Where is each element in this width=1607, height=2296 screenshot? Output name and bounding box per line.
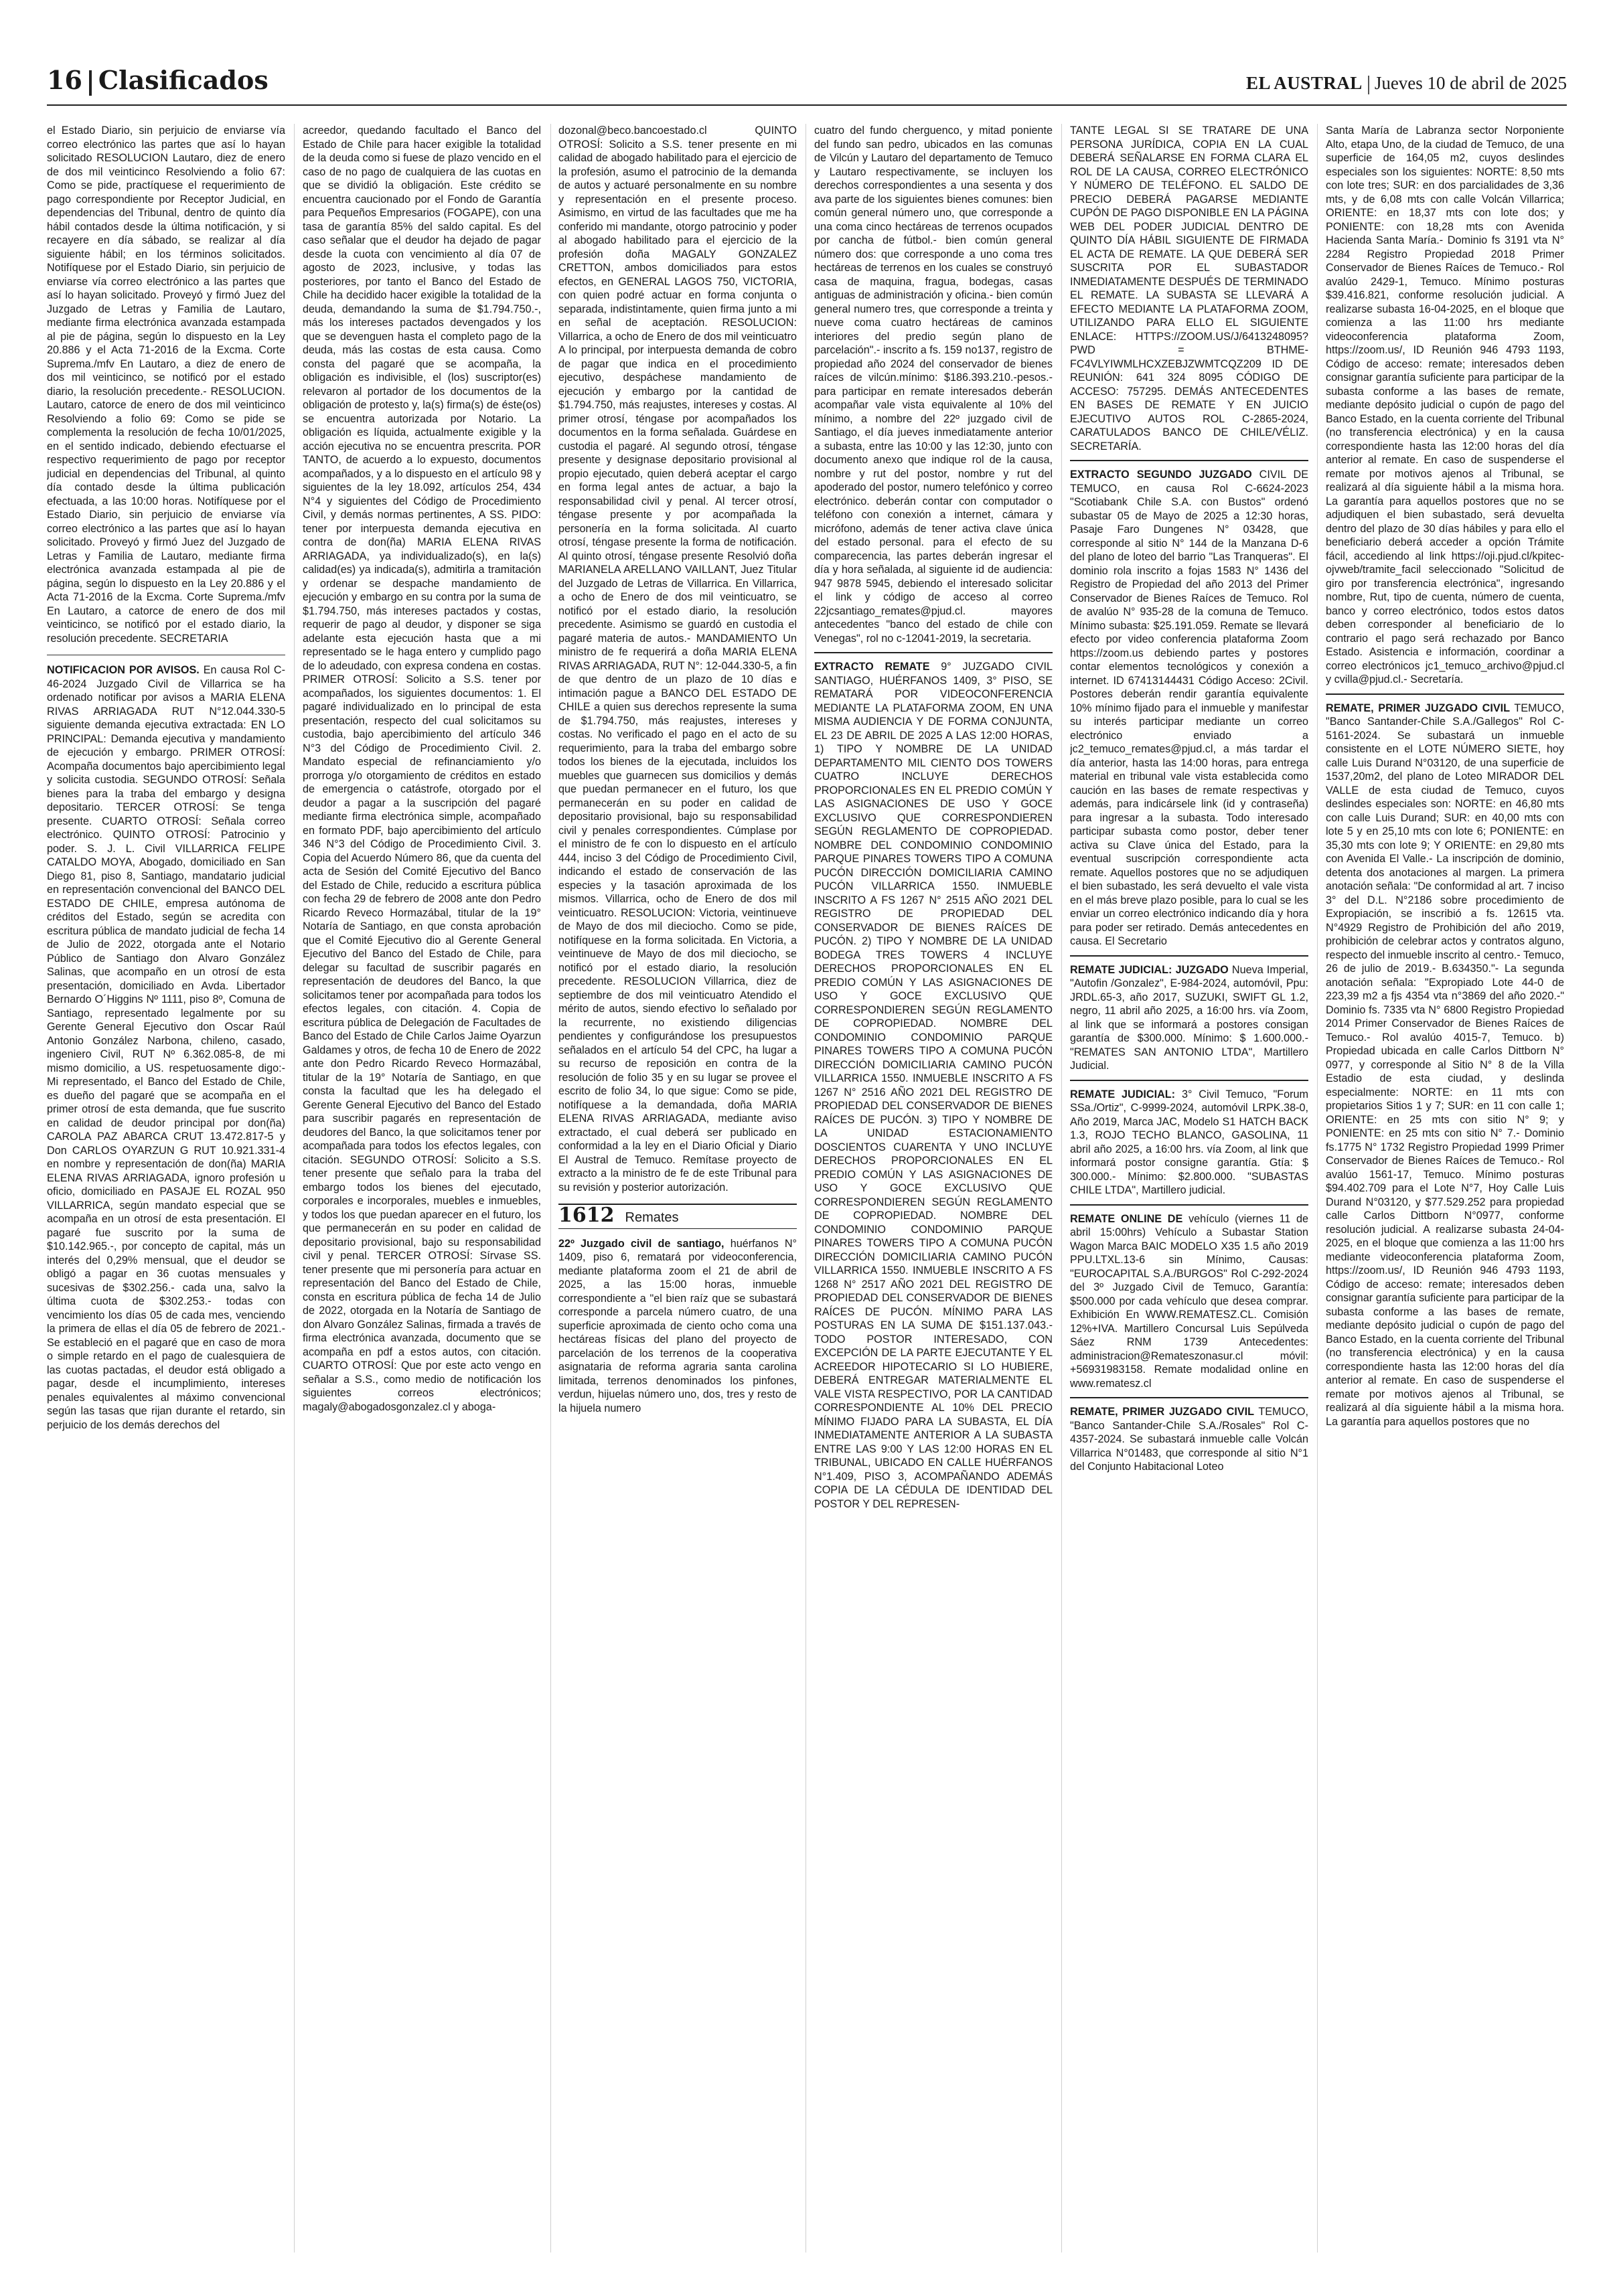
notice-divider bbox=[1070, 1080, 1308, 1081]
section-code: 1612 bbox=[558, 1204, 615, 1227]
column-3 bbox=[558, 124, 797, 2252]
notice-title: REMATE, PRIMER JUZGADO CIVIL bbox=[1070, 1406, 1255, 1418]
notice bbox=[1070, 1088, 1308, 1198]
notice-text: TEMUCO, "Banco Santander-Chile S.A./Rosales" Rol C-4357-2024. Se subastará inmueble calle Volcán Villarrica N°01483, que corresponde al sitio N°1 del Conjunto Habitacional Loteo bbox=[1070, 1406, 1308, 1473]
notice bbox=[558, 1237, 797, 1416]
column-divider bbox=[294, 124, 295, 2252]
notice-title: 22º Juzgado civil de santiago, bbox=[558, 1237, 724, 1250]
section-title: Clasificados bbox=[98, 65, 269, 95]
page-number: 16 bbox=[47, 65, 82, 95]
notice-divider bbox=[1070, 1204, 1308, 1206]
notice-text: 9° JUZGADO CIVIL SANTIAGO, HUÉRFANOS 1409, 3° PISO, SE REMATARÁ POR VIDEOCONFERENCIA MEDIANTE LA PLATAFORMA ZOOM, EN UNA MISMA AUDIENCIA Y DE FORMA CONJUNTA, EL 23 DE ABRIL DE 2025 A LAS 12:00 HORAS, 1) TIPO Y NOMBRE DE LA UNIDAD DEPARTAMENTO MIL CIENTO DOS TOWERS CUATRO INCLUYE DERECHOS PROPORCIONALES EN EL PREDIO COMÚN Y LAS ASIGNACIONES DE USO Y GOCE EXCLUSIVO QUE CORRESPONDIEREN SEGÚN REGLAMENTO DE COPROPIEDAD. NOMBRE DEL CONDOMINIO CONDOMINIO PARQUE PINARES TOWERS TIPO A COMUNA PUCÓN DIRECCIÓN DOMICILIARIA CAMINO PUCÓN VILLARRICA 1550. INMUEBLE INSCRITO A FS 1267 N° 2515 AÑO 2021 DEL REGISTRO DE PROPIEDAD DEL CONSERVADOR DE BIENES RAÍCES DE PUCÓN. 2) TIPO Y NOMBRE DE LA UNIDAD BODEGA TRES TOWERS 4 INCLUYE DERECHOS PROPORCIONALES EN EL PREDIO COMÚN Y LAS ASIGNACIONES DE USO Y GOCE EXCLUSIVO QUE CORRESPONDIEREN SEGÚN REGLAMENTO DE COPROPIEDAD. NOMBRE DEL CONDOMINIO CONDOMINIO PARQUE PINARES TOWERS TIPO A COMUNA PUCÓN DIRECCIÓN DOMICILIARIA CAMINO PUCÓN VILLARRICA 1550. INMUEBLE INSCRITO A FS 1267 N° 2516 AÑO 2021 DEL REGISTRO DE PROPIEDAD DEL CONSERVADOR DE BIENES RAÍCES DE PUCÓN. 3) TIPO Y NOMBRE DE LA UNIDAD ESTACIONAMIENTO DOSCIENTOS CUARENTA Y UNO INCLUYE DERECHOS PROPORCIONALES EN EL PREDIO COMÚN Y LAS ASIGNACIONES DE USO Y GOCE EXCLUSIVO QUE CORRESPONDIEREN SEGÚN REGLAMENTO DE COPROPIEDAD. NOMBRE DEL CONDOMINIO CONDOMINIO PARQUE PINARES TOWERS TIPO A COMUNA PUCÓN DIRECCIÓN DOMICILIARIA CAMINO PUCÓN VILLARRICA 1550. INMUEBLE INSCRITO A FS 1268 N° 2517 AÑO 2021 DEL REGISTRO DE PROPIEDAD DEL CONSERVADOR DE BIENES RAÍCES DE PUCÓN. MÍNIMO PARA LAS POSTURAS EN LA SUMA DE $151.137.043.- TODO POSTOR INTERESADO, CON EXCEPCIÓN DE LA PARTE EJECUTANTE Y EL ACREEDOR HIPOTECARIO SI LO HUBIERE, DEBERÁ ENTREGAR MATERIALMENTE EL VALE VISTA RESPECTIVO, POR LA CANTIDAD CORRESPONDIENTE AL 10% DEL PRECIO MÍNIMO FIJADO PARA LA SUBASTA, EL DÍA INMEDIATAMENTE ANTERIOR A LA SUBASTA ENTRE LAS 9:00 Y LAS 12:00 HORAS EN EL TRIBUNAL, UBICADO EN CALLE HUÉRFANOS N°1.409, PISO 3, ACOMPAÑANDO ADEMÁS COPIA DE LA CÉDULA DE IDENTIDAD DEL POSTOR Y DEL REPRESEN- bbox=[814, 661, 1053, 1510]
section-box-remates bbox=[558, 1204, 797, 1229]
notice bbox=[1070, 468, 1308, 949]
notice bbox=[1070, 1212, 1308, 1391]
notice bbox=[814, 660, 1053, 1511]
notice-text: acreedor, quedando facultado el Banco del Estado de Chile para hacer exigible la totalidad de la deuda como si fuese de plazo vencido en el caso de no pago de cualquiera de las cuotas en que se dividió la obligación. Este crédito se encuentra caucionado por el Fondo de Garantía para Pequeños Empresarios (FOGAPE), con una tasa de garantía 85% del saldo capital. Es del caso señalar que el deudor ha dejado de pagar desde la cuota con vencimiento al día 07 de agosto de 2023, inclusive, y todas las posteriores, por tanto el Banco del Estado de Chile ha decidido hacer exigible la totalidad de la deuda, demandando la suma de $1.794.750.-, más los intereses pactados devengados y los que se devenguen hasta el completo pago de la deuda, más las costas de esta causa. Como consta del pagaré que se acompaña, la obligación es indivisible, el (los) suscriptor(es) relevaron al portador de los documentos de la obligación de protesto y, la(s) firma(s) de éste(os) se encuentra autorizada por Notario. La obligación es líquida, actualmente exigible y la acción ejecutiva no se encuentra prescrita. POR TANTO, de acuerdo a lo expuesto, documentos acompañados, y a lo dispuesto en el artículo 98 y siguientes de la ley 18.092, artículos 254, 434 N°4 y siguientes del Código de Procedimiento Civil, y demás normas pertinentes, A SS. PIDO: tener por interpuesta demanda ejecutiva en contra de don(ña) MARIA ELENA RIVAS ARRIAGADA, ya individualizado(s), en la(s) calidad(es) ya indicada(s), admitirla a tramitación y ordenar se despache mandamiento de ejecución y embargo en su contra por la suma de $1.794.750, más intereses pactados y costas, requerir de pago al deudor, y disponer se siga adelante esta ejecución hasta que a mi representado se le haga entero y cumplido pago de lo adeudado, con expresa condena en costas. PRIMER OTROSÍ: Solicito a S.S. tener por acompañados, los siguientes documentos: 1. El pagaré individualizado en lo principal de esta presentación, respecto del cual solicitamos su custodia, bajo apercibimiento del artículo 346 N°3 del Código de Procedimiento Civil. 2. Mandato especial de refinanciamiento y/o prorroga y/o otorgamiento de créditos en estado de emergencia o catástrofe, otorgado por el deudor a pagar a la suscripción del pagaré mediante firma electrónica simple, acompañado en formato PDF, bajo apercibimiento del artículo 346 N°3 del Código de Procedimiento Civil. 3. Copia del Acuerdo Número 86, que da cuenta del acta de Sesión del Comité Ejecutivo del Banco del Estado de Chile, reducido a escritura pública con fecha 29 de febrero de 2008 ante don Pedro Ricardo Reveco Hormazábal, titular de la 19° Notaría de Santiago, en que consta aprobación que el Comité Ejecutivo dio al Gerente General Ejecutivo del Banco del Estado de Chile, para delegar su facultad de suscribir pagarés en representación de deudores del Banco, la que solicitamos tener por acompañada para todos los efectos legales, con citación. 4. Copia de escritura pública de Delegación de Facultades de Banco del Estado de Chile Carlos Jaime Oyarzun Galdames y otros, de fecha 10 de Enero de 2022 ante don Pedro Ricardo Reveco Hormazábal, titular de la 19° Notaría de Santiago, en que consta la facultad que les ha delegado el Gerente General Ejecutivo del Banco del Estado para suscribir pagarés en representación de deudores del Banco, la que solicitamos tener por acompañada para todos los efectos legales, con citación. SEGUNDO OTROSÍ: Solicito a S.S. tener presente que señalo para la traba del embargo todos los bienes del ejecutado, corporales e incorporales, muebles e inmuebles, y todos los que puedan aparecer en el futuro, los que permanecerán en su poder en calidad de depositario provisional, bajo su responsabilidad civil y penal. TERCER OTROSÍ: Sírvase SS. tener presente que mi personería para actuar en representación del Banco del Estado de Chile, consta en escritura pública de fecha 14 de Julio de 2022, otorgada en la Notaría de Santiago de don Alvaro González Salinas, firmada a través de firma electrónica avanzada, documento que se acompaña en pdf a estos autos, con citación. CUARTO OTROSÍ: Que por este acto vengo en señalar a S.S., como medio de notificación los siguientes correos electrónicos; magaly@abogadosgonzalez.cl y aboga- bbox=[303, 125, 541, 1413]
column-5 bbox=[1070, 124, 1308, 2252]
column-2 bbox=[303, 124, 541, 2252]
notice-divider bbox=[1326, 693, 1564, 695]
column-divider bbox=[1317, 124, 1318, 2252]
notice bbox=[1070, 963, 1308, 1073]
page-header bbox=[47, 62, 1567, 106]
notice-text: cuatro del fundo cherguenco, y mitad poniente del fundo san pedro, ubicados en las comunas de Vilcún y Lautaro del departamento de Temuco y Lautaro respectivamente, se incluyen los derechos correspondientes a una sesenta y dos ava parte de los siguientes bienes comunes: bien común general número uno, que corresponde a una coma cinco hectáreas de terrenos ocupados por cancha de fútbol.- bien común general número dos: que corresponde a uno coma tres hectáreas de terrenos en los cuales se construyó casa de maquina, fragua, bodegas, casas antiguas de administración y oficina.- bien común general numero tres, que corresponde a treinta y nueve coma cuatro hectáreas de caminos interiores del predio según plano de parcelación".- inscrito a fs. 159 no137, registro de propiedad año 2024 del conservador de bienes raíces de vilcún.mínimo: $186.393.210.-pesos.- para participar en remate interesados deberán acompañar vale vista equivalente al 10% del mínimo, a nombre del 22º juzgado civil de Santiago, el día jueves inmediatamente anterior a subasta, entre las 10:00 y las 12:30, junto con documento anexo que indique rol de la causa, nombre y rut del postor, nombre y rut del apoderado del postor, numero telefónico y correo electrónico. deberán contar con computador o teléfono con conexión a internet, cámara y micrófono, además de tener activa clave única del estado personal. para el efecto de su comparecencia, las partes deberán ingresar el día y hora señalada, al siguiente id de audiencia: 947 9878 5945, debiendo el interesado solicitar el link y código de acceso al correo 22jcsantiago_remates@pjud.cl. mayores antecedentes "banco del estado de chile con Venegas", rol no c-12041-2019, la secretaria. bbox=[814, 125, 1053, 645]
notice-text: TEMUCO, "Banco Santander-Chile S.A./Gallegos" Rol C-5161-2024. Se subastará un inmueble consistente en el LOTE NÚMERO SIETE, hoy calle Luis Durand N°03120, de una superficie de 1537,20m2, del plano de Loteo MIRADOR DEL VALLE de esta ciudad de Temuco, cuyos deslindes especiales son: NORTE: en 46,80 mts con calle Luis Durand; SUR: en 40,00 mts con lote 5 y en 25,10 mts con lote 6; PONIENTE: en 35,30 mts con lote 9; Y ORIENTE: en 29,80 mts con Avenida El Valle.- La inscripción de dominio, detenta dos anotaciones al margen. La primera anotación señala: "De conformidad al art. 7 inciso 3° del D.L. N°2186 sobre procedimiento de Expropiación, se inscribió a fs. 12615 vta. N°4929 Registro de Prohibición del año 2019, prohibición de celebrar actos y contratos alguno, respecto del inmueble inscrito al centro.- Temuco, 26 de julio de 2019.- B.634350."- La segunda anotación señala: "Expropiado Lote 44-0 de 223,39 m2 a fjs 4354 vta n°3869 del año 2020.-" Dominio fs. 7335 vta N° 6800 Registro Propiedad 2014 Primer Conservador de Bienes Raíces de Temuco.- Rol avalúo 4015-7, Temuco. b) Propiedad ubicada en calle Carlos Dittborn N° 0977, y corresponde al Sitio N° 8 de la Villa Estadio de esta ciudad, y deslinda especialmente: NORTE: en 11 mts con propietarios Sitios 1 y 7; SUR: en 11 con calle 1; ORIENTE: en 25 mts con sitio N° 9; y PONIENTE: en 25 mts con sitio N° 7.- Dominio fs.1775 N° 1732 Registro Propiedad 1999 Primer Conservador de Bienes Raíces de Temuco.- Rol avalúo 1561-17, Temuco. Mínimo posturas $94.402.709 para el Lote N°7, Hoy Calle Luis Durand N°03120, y $77.529.252 para propiedad calle Carlos Dittborn N°0977, conforme resolución judicial. A realizarse subasta 24-04-2025, en el bloque que comienza a las 11:00 hrs mediante videoconferencia plataforma Zoom, https://zoom.us/, ID Reunión 946 4793 1193, Código de acceso: remate; interesados deben consignar garantía suficiente para participar de la subasta conforme a las bases de remate, mediante depósito judicial o cupón de pago del Banco Estado, en la cuenta corriente del Tribunal (no transferencia electrónica) y en la causa correspondiente hasta las 12:00 horas del día anterior al remate. En caso de suspenderse el remate por motivos ajenos al Tribunal, se realizará al día siguiente hábil a la misma hora. La garantía para aquellos postores que no bbox=[1326, 702, 1564, 1428]
column-divider bbox=[1061, 124, 1062, 2252]
notice-text: el Estado Diario, sin perjuicio de enviarse vía correo electrónico las partes que así lo hayan solicitado RESOLUCION Lautaro, diez de enero de dos mil veinticinco Resolviendo a folio 67: Como se pide, practíquese el requerimiento de pago correspondiente por Receptor Judicial, en dependencias del Tribunal, dentro de quinto día hábil contados desde la última notificación, y si recayere en día sábado, se realizar al día siguiente hábil; en los términos solicitados. Notifíquese por el Estado Diario, sin perjuicio de enviarse vía correo electrónico a las partes que así lo hayan solicitado. Proveyó y firmó Juez del Juzgado de Letras y Familia de Lautaro, mediante firma electrónica avanzada estampada al pie de página, según lo dispuesto en la Ley 20.886 y el Acta 71-2016 de la Excma. Corte Suprema./mfv En Lautaro, a diez de enero de dos mil veinticinco, se notificó por el estado diario, la resolución precedente.- RESOLUCION. Lautaro, catorce de enero de dos mil veinticinco Resolviendo a folio 69: Como se pide se complementa la resolución de fecha 10/01/2025, en el sentido indicado, debiendo efectuarse el respectivo requerimiento de pago por receptor judicial en dependencias del Tribunal, al quinto día contado desde la última publicación efectuada, a las 10:00 horas. Notifíquese por el Estado Diario, sin perjuicio de enviarse vía correo electrónico a las partes que así lo hayan solicitado. Proveyó y firmó Juez del Juzgado de Letras y Familia de Lautaro, mediante firma electrónica avanzada estampada al pie de página, según lo dispuesto en la Ley 20.886 y el Acta 71-2016 de la Excma. Corte Suprema./mfv En Lautaro, a catorce de enero de dos mil veinticinco, se notificó por el estado diario, la resolución precedente. SECRETARIA bbox=[47, 125, 285, 645]
publication-date: Jueves 10 de abril de 2025 bbox=[1374, 73, 1567, 93]
notice-text: CIVIL DE TEMUCO, en causa Rol C-6624-2023 "Scotiabank Chile S.A. con Bustos" ordenó subastar 05 de Mayo de 2025 a 12:30 horas, Pasaje Faro Dungenes N° 03428, que corresponde al sitio N° 144 de la Manzana D-6 del plano de loteo del barrio "Las Tranqueras". El dominio rola inscrito a fojas 1583 N° 1436 del Registro de Propiedad del año 2013 del Primer Conservador de Bienes Raíces de Temuco. Rol de avalúo N° 935-28 de la comuna de Temuco. Mínimo subasta: $25.191.059. Remate se llevará efecto por video conferencia plataforma Zoom https://zoom.us debiendo partes y postores contar elementos tecnológicos y conexión a internet. ID 67413144431 Código Acceso: 2Civil. Postores deberán rendir garantía equivalente 10% mínimo fijado para el inmueble y manifestar su interés participar mediante un correo electrónico enviado a jc2_temuco_remates@pjud.cl, a más tardar el día anterior, hasta las 14:00 horas, para entrega material en tribunal vale vista establecida como caución en las bases de remate respectivas y además, para indicársele link (id y contraseña) para ingresar a la subasta. Todo interesado participar subasta como postor, deber tener activa su Clave única del Estado, para la eventual suscripción correspondiente acta remate. Aquellos postores que no se adjudiquen el bien subastado, les será devuelto el vale vista en el más breve plazo posible, para lo cual se les enviar un correo electrónico indicando día y hora para poder ser retirado. Demás antecedentes en causa. El Secretario bbox=[1070, 469, 1308, 947]
notice-title: NOTIFICACION POR AVISOS. bbox=[47, 664, 200, 676]
notice-title: REMATE JUDICIAL: bbox=[1070, 1088, 1176, 1100]
notice bbox=[1326, 702, 1564, 1429]
notice-text: Santa María de Labranza sector Norponiente Alto, etapa Uno, de la ciudad de Temuco, de una superficie de 164,05 m2, cuyos deslindes especiales son los siguientes: NORTE: 8,50 mts con lote tres; SUR: en dos parcialidades de 3,36 mts, y de 6,08 mts con calle Volcán Villarrica; ORIENTE: en 18,37 mts con lote dos; y PONIENTE: con 18,28 mts con Avenida Hacienda Santa María.- Dominio fs 3191 vta N° 2284 Registro Propiedad 2018 Primer Conservador de Bienes Raíces de Temuco.- Rol avalúo 2429-1, Temuco. Mínimo posturas $39.416.821, conforme resolución judicial. A realizarse subasta 16-04-2025, en el bloque que comienza a las 11:00 hrs mediante videoconferencia plataforma Zoom, https://zoom.us/, ID Reunión 946 4793 1193, Código de acceso: remate; interesados deben consignar garantía suficiente para participar de la subasta conforme a las bases de remate, mediante depósito judicial o cupón de pago del Banco Estado, en la cuenta corriente del Tribunal (no transferencia electrónica) y en la causa correspondiente hasta las 12:00 horas del día anterior al remate. En caso de suspenderse el remate por motivos ajenos al Tribunal, se realizará al día siguiente hábil a la misma hora. La garantía para aquellos postores que no se adjudiquen el bien subastado, será devuelta dentro del plazo de 30 días hábiles y para ello el beneficiario deberá acceder a opción Trámite fácil, accediendo al link https://oji.pjud.cl/kpitec-ojvweb/tramite_facil seleccionado "Solicitud de giro por transferencia electrónica", ingresando nombre, Rut, tipo de cuenta, número de cuenta, banco y correo electrónico, todos estos datos deben corresponder al beneficiario de lo contrario el pago será rechazado por Banco Estado. Asistencia e información, coordinar a correo electrónicos jc1_temuco_archivo@pjud.cl y cvilla@pjud.cl.- Secretaría. bbox=[1326, 125, 1564, 685]
header-left bbox=[47, 62, 269, 99]
notice-divider bbox=[1070, 955, 1308, 957]
column-1 bbox=[47, 124, 285, 2252]
notice bbox=[1070, 1405, 1308, 1474]
notice-title: EXTRACTO REMATE bbox=[814, 661, 930, 673]
notice-divider bbox=[1070, 1397, 1308, 1398]
notice-text: TANTE LEGAL SI SE TRATARE DE UNA PERSONA JURÍDICA, COPIA EN LA CUAL DEBERÁ SEÑALARSE EN FORMA CLARA EL ROL DE LA CAUSA, CORREO ELECTRÓNICO Y NÚMERO DE TELÉFONO. EL SALDO DE PRECIO DEBERÁ PAGARSE MEDIANTE CUPÓN DE PAGO DISPONIBLE EN LA PÁGINA WEB DEL PODER JUDICIAL DENTRO DE QUINTO DÍA HÁBIL SIGUIENTE DE FIRMADA EL ACTA DE REMATE. LA QUE DEBERÁ SER SUSCRITA POR EL SUBASTADOR INMEDIATAMENTE DESPUÉS DE TERMINADO EL REMATE. LA SUBASTA SE LLEVARÁ A EFECTO MEDIANTE LA PLATAFORMA ZOOM, UTILIZANDO PARA ELLO EL SIGUIENTE ENLACE: HTTPS://ZOOM.US/J/6413248095?PWD = BTHME-FC4VLYIWMLHCXZEBJZWMTCQZ209 ID DE REUNIÓN: 641 324 8095 CÓDIGO DE ACCESO: 757295. DEMÁS ANTECEDENTES EN BASES DE REMATE Y EN JUICIO EJECUTIVO AUTOS ROL C-2865-2024, CARATULADOS BANCO DE CHILE/VÉLIZ. SECRETARÍA. bbox=[1070, 125, 1308, 453]
notice-title: REMATE, PRIMER JUZGADO CIVIL bbox=[1326, 702, 1511, 714]
notice-divider bbox=[814, 652, 1053, 653]
header-right bbox=[1246, 68, 1567, 98]
notice-text: vehículo (viernes 11 de abril 15:00hrs) Vehículo a Subastar Station Wagon Marca BAIC MODELO X35 1.5 año 2019 PPU.LTXL.13-6 sin Mínimo, Causas: "EUROCAPITAL S.A./BURGOS" Rol C-292-2024 del 3º Juzgado Civil de Temuco, Garantía: $500.000 por cada vehículo que desea comprar. Exhibición En WWW.REMATESZ.CL. Comisión 12%+IVA. Martillero Concursal Luis Sepúlveda Sáez RNM 1739 Antecedentes: administracion@Remateszonasur.cl móvil: +56931983158. Remate modalidad online en www.rematesz.cl bbox=[1070, 1212, 1308, 1390]
notice-text: En causa Rol C-46-2024 Juzgado Civil de Villarrica se ha ordenado notificar por avisos a MARIA ELENA RIVAS ARRIAGADA RUT N°12.044.330-5 siguiente demanda ejecutiva extractada: EN LO PRINCIPAL: Demanda ejecutiva y mandamiento de ejecución y embargo. PRIMER OTROSÍ: Acompaña documentos bajo apercibimiento legal y solicita custodia. SEGUNDO OTROSÍ: Señala bienes para la traba del embargo y designa depositario. TERCER OTROSÍ: Se tenga presente. CUARTO OTROSÍ: Señala correo electrónico. QUINTO OTROSÍ: Patrocinio y poder. S. J. L. Civil VILLARRICA FELIPE CATALDO MOYA, Abogado, domiciliado en San Diego 81, piso 8, Santiago, mandatario judicial en representación convencional del BANCO DEL ESTADO DE CHILE, empresa autónoma de créditos del Estado, según se acredita con escritura pública de mandato judicial de fecha 14 de Julio de 2022, otorgada ante el Notario Público de Santiago don Alvaro González Salinas, que acompaño en un otrosí de esta presentación, domiciliado en Avda. Libertador Bernardo O´Higgins Nº 1111, piso 8º, Comuna de Santiago, representado legalmente por su Gerente General Ejecutivo don Oscar Raúl Antonio González Narbona, chileno, casado, ingeniero Civil, RUT Nº 6.362.085-8, de mi mismo domicilio, a US. respetuosamente digo:- Mi representado, el Banco del Estado de Chile, es dueño del pagaré que se acompaña en el primer otrosí de esta demanda, que fue suscrito en calidad de deudor principal por don(ña) CAROLA PAZ ABARCA CRUT 13.472.817-5 y Don CARLOS OYARZUN G RUT 10.921.331-4 en nombre y representación de don(ña) MARIA ELENA RIVAS ARRIAGADA, ignoro profesión u oficio, domiciliado en PASAJE EL ROZAL 950 VILLARRICA, según mandato especial que se acompaña en un otrosí de esta presentación. El pagaré fue suscrito por la suma de $10.142.965.-, por concepto de capital, más un interés del 0,29% mensual, que el deudor se obligó a pagar en 36 cuotas mensuales y sucesivas de $302.256.- cada una, salvo la última cuota de $302.253.- todas con vencimiento los días 05 de cada mes, venciendo la primera de ellas el día 05 de febrero de 2021.- Se estableció en el pagaré que en caso de mora o simple retardo en el pago de cualesquiera de las cuotas pactadas, el deudor está obligado a pagar, desde el incumplimiento, intereses penales equivalentes al máximo convencional según las tasas que rijan durante el retardo, sin perjuicio de los demás derechos del bbox=[47, 664, 285, 1431]
header-separator bbox=[89, 70, 92, 96]
notice bbox=[47, 663, 285, 1432]
column-6 bbox=[1326, 124, 1564, 2252]
column-4 bbox=[814, 124, 1053, 2252]
section-label: Remates bbox=[625, 1210, 679, 1225]
notice-divider bbox=[1070, 460, 1308, 461]
publication-name: EL AUSTRAL bbox=[1245, 73, 1363, 93]
header-date-separator bbox=[1368, 76, 1369, 94]
notice-title: EXTRACTO SEGUNDO JUZGADO bbox=[1070, 469, 1252, 481]
notice-text: Nueva Imperial, "Autofin /Gonzalez", E-984-2024, automóvil, Ppu: JRDL.65-3, año 2017, SUZUKI, SWIFT GL 1.2, negro, 11 abril año 2025, a 16:00 hrs. vía Zoom, al link que se informará a postores consigan garantía de $300.000. Mínimo: $ 1.600.000.- "REMATES SAN ANTONIO LTDA", Martillero Judicial. bbox=[1070, 963, 1308, 1072]
column-divider bbox=[550, 124, 551, 2252]
notice-text: huérfanos N° 1409, piso 6, rematará por videoconferencia, mediante plataforma zoom el 21 de abril de 2025, a las 15:00 horas, inmueble correspondiente a "el bien raíz que se subastará corresponde a parcela número cuatro, de una superficie aproximada de ciento ocho coma una hectáreas físicas del plano del proyecto de parcelación de los terrenos de la cooperativa asignataria de reforma agraria santa carolina limitada, terrenos denominados los pinfones, verdun, hijuelas número uno, dos, tres y resto de la hijuela numero bbox=[558, 1237, 797, 1414]
notice-text: dozonal@beco.bancoestado.cl QUINTO OTROSÍ: Solicito a S.S. tener presente en mi calidad de abogado habilitado para el ejercicio de la profesión, asumo el patrocinio de la demanda de autos y actuaré personalmente en su nombre y representación en el presente proceso. Asimismo, en virtud de las facultades que me ha conferido mi mandante, otorgo patrocinio y poder al abogado habilitado para el ejercicio de la profesión doña MAGALY GONZALEZ CRETTON, ambos domiciliados para estos efectos, en GENERAL LAGOS 750, VICTORIA, con quien podré actuar en forma conjunta o separada, indistintamente, quien firma junto a mi en señal de aceptación. RESOLUCION: Villarrica, a ocho de Enero de dos mil veinticuatro A lo principal, por interpuesta demanda de cobro de pagar que indica en el procedimiento ejecutivo, despáchese mandamiento de ejecución y embargo por la cantidad de $1.794.750, más reajustes, intereses y costas. Al primer otrosí, téngase por acompañados los documentos en la forma señalada. Guárdese en custodia el pagaré. Al segundo otrosí, téngase presente y designase depositario provisional al propio ejecutado, quien deberá aceptar el cargo en forma legal antes de actuar, a bajo la responsabilidad civil y penal. Al tercer otrosí, téngase presente y por acompañada la personería en la forma solicitada. Al cuarto otrosí, téngase presente la forma de notificación. Al quinto otrosí, téngase presente Resolvió doña MARIANELA ARELLANO VAILLANT, Juez Titular del Juzgado de Letras de Villarrica. En Villarrica, a ocho de Enero de dos mil veinticuatro, se notificó por el estado diario, la resolución precedente. Asimismo se guardó en custodia el pagaré materia de autos.- MANDAMIENTO Un ministro de fe requerirá a doña MARIA ELENA RIVAS ARRIAGADA, RUT N°: 12-044.330-5, a fin de que dentro de un plazo de 10 días e intimación pague a BANCO DEL ESTADO DE CHILE a quien sus derechos represente la suma de $1.794.750, más reajustes, intereses y costas. No verificado el pago en el acto de su requerimiento, para la traba del embargo sobre todos los bienes de la ejecutada, incluidos los muebles que guarnecen sus domicilios y demás que puedan permanecer en el futuro, los que permanecerán en su poder en calidad de depositario provisional, bajo su responsabilidad civil y penales correspondientes. Cúmplase por el ministro de fe con lo dispuesto en el artículo 444, inciso 3 del Código de Procedimiento Civil, indicando el estado de conservación de las especies y la tasación aproximada de los mismos. Villarrica, ocho de Enero de dos mil veinticuatro. RESOLUCION: Victoria, veintinueve de Mayo de dos mil dieciocho. Como se pide, notifíquese en la forma solicitada. En Victoria, a veintinueve de Mayo de dos mil dieciocho, se notificó por el estado diario, la resolución precedente. RESOLUCION Villarrica, diez de septiembre de dos mil veinticuatro Atendido el mérito de autos, siendo efectivo lo señalado por la recurrente, no existiendo diligencias pendientes y configurándose los presupuestos señalados en el artículo 54 del CPC, ha lugar a su recurso de reposición en contra de la resolución de folio 35 y en su lugar se provee el escrito de folio 34, lo que sigue: Como se pide, notifíquese a la demandada, doña MARIA ELENA RIVAS ARRIAGADA, mediante aviso extractado, el cual deberá ser publicado en conformidad a la ley en el Diario Oficial y Diario El Austral de Temuco. Remítase proyecto de extracto a la ministro de fe de este Tribunal para su revisión y posterior autorización. bbox=[558, 125, 797, 1194]
notice-title: REMATE JUDICIAL: JUZGADO bbox=[1070, 963, 1229, 976]
notice-text: 3° Civil Temuco, "Forum SSa./Ortiz", C-9999-2024, automóvil LRPK.38-0, Año 2019, Marca JAC, Modelo S1 HATCH BACK 1.3, ROJO TECHO BLANCO, GASOLINA, 11 abril año 2025, a 16:00 hrs. vía Zoom, al link que informará postor consigne garantía. Gtía: $ 300.000.- Mínimo: $2.800.000. "SUBASTAS CHILE LTDA", Martillero judicial. bbox=[1070, 1088, 1308, 1196]
notice-title: REMATE ONLINE DE bbox=[1070, 1212, 1183, 1225]
